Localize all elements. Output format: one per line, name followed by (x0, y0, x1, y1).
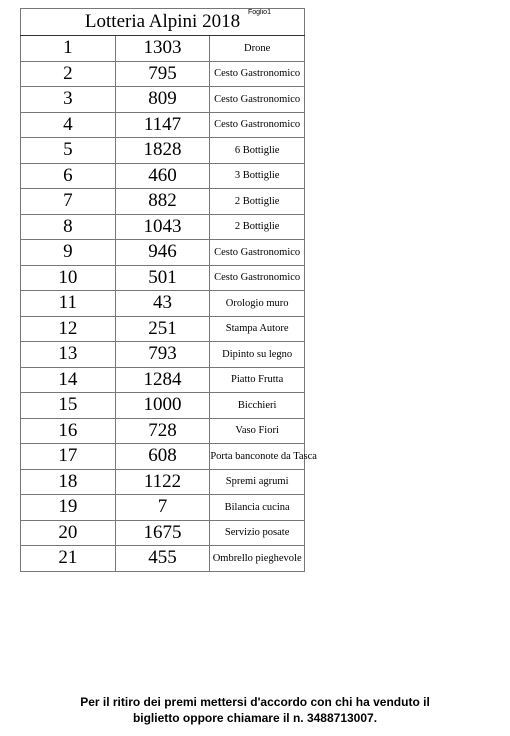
table-row (21, 546, 305, 572)
sheet-label: Foglio1 (248, 9, 271, 16)
prize-name: Servizio posate (210, 520, 305, 546)
ticket-number: 1122 (115, 469, 210, 495)
row-number: 15 (21, 393, 116, 419)
ticket-number: 795 (115, 61, 210, 87)
row-number: 3 (21, 87, 116, 113)
footer-line-1: Per il ritiro dei premi mettersi d'accordo con chi ha venduto il (80, 695, 430, 709)
row-number: 21 (21, 546, 116, 572)
ticket-number: 43 (115, 291, 210, 317)
ticket-number: 455 (115, 546, 210, 572)
ticket-number: 1147 (115, 112, 210, 138)
table-row (21, 112, 305, 138)
prize-name: Ombrello pieghevole (210, 546, 305, 572)
ticket-number: 946 (115, 240, 210, 266)
table-row (21, 495, 305, 521)
prize-table (20, 8, 317, 572)
ticket-number: 251 (115, 316, 210, 342)
row-number: 17 (21, 444, 116, 470)
prize-name: Porta banconote da Tasca (210, 444, 305, 470)
table-row (21, 367, 305, 393)
prize-name: 6 Bottiglie (210, 138, 305, 164)
ticket-number: 1303 (115, 36, 210, 62)
prize-name: Bicchieri (210, 393, 305, 419)
ticket-number: 793 (115, 342, 210, 368)
ticket-number: 809 (115, 87, 210, 113)
prize-name: Cesto Gastronomico (210, 265, 305, 291)
row-number: 8 (21, 214, 116, 240)
row-number: 20 (21, 520, 116, 546)
table-row (21, 163, 305, 189)
row-number: 18 (21, 469, 116, 495)
table-row (21, 87, 305, 113)
prize-name: 2 Bottiglie (210, 189, 305, 215)
row-number: 1 (21, 36, 116, 62)
prize-name: 3 Bottiglie (210, 163, 305, 189)
footer-note (0, 694, 510, 726)
prize-name: Vaso Fiori (210, 418, 305, 444)
row-number: 6 (21, 163, 116, 189)
ticket-number: 608 (115, 444, 210, 470)
table-row (21, 418, 305, 444)
prize-name: Cesto Gastronomico (210, 112, 305, 138)
row-number: 14 (21, 367, 116, 393)
ticket-number: 882 (115, 189, 210, 215)
row-number: 11 (21, 291, 116, 317)
table-row (21, 444, 305, 470)
table-row (21, 393, 305, 419)
prize-name: Cesto Gastronomico (210, 240, 305, 266)
prize-name: Bilancia cucina (210, 495, 305, 521)
row-number: 12 (21, 316, 116, 342)
ticket-number: 1000 (115, 393, 210, 419)
table-row (21, 240, 305, 266)
row-number: 13 (21, 342, 116, 368)
prize-name: Dipinto su legno (210, 342, 305, 368)
table-row (21, 469, 305, 495)
prize-name: Spremi agrumi (210, 469, 305, 495)
prize-name: Orologio muro (210, 291, 305, 317)
row-number: 5 (21, 138, 116, 164)
prize-name: Cesto Gastronomico (210, 61, 305, 87)
ticket-number: 1675 (115, 520, 210, 546)
ticket-number: 1284 (115, 367, 210, 393)
prize-name: Piatto Frutta (210, 367, 305, 393)
table-row (21, 520, 305, 546)
ticket-number: 501 (115, 265, 210, 291)
ticket-number: 7 (115, 495, 210, 521)
table-row (21, 342, 305, 368)
prize-name: Stampa Autore (210, 316, 305, 342)
ticket-number: 1043 (115, 214, 210, 240)
title-row (21, 9, 305, 36)
row-number: 19 (21, 495, 116, 521)
prize-name: 2 Bottiglie (210, 214, 305, 240)
ticket-number: 1828 (115, 138, 210, 164)
table-title: Lotteria Alpini 2018 (21, 9, 305, 36)
row-number: 16 (21, 418, 116, 444)
row-number: 7 (21, 189, 116, 215)
table-row (21, 265, 305, 291)
row-number: 2 (21, 61, 116, 87)
row-number: 4 (21, 112, 116, 138)
table-row (21, 291, 305, 317)
row-number: 10 (21, 265, 116, 291)
table-row (21, 214, 305, 240)
footer-line-2: biglietto oppore chiamare il n. 3488713007. (132, 711, 378, 725)
ticket-number: 728 (115, 418, 210, 444)
table-row (21, 61, 305, 87)
table-row (21, 316, 305, 342)
row-number: 9 (21, 240, 116, 266)
table-row (21, 36, 305, 62)
prize-name: Drone (210, 36, 305, 62)
ticket-number: 460 (115, 163, 210, 189)
table-row (21, 189, 305, 215)
table-row (21, 138, 305, 164)
prize-name: Cesto Gastronomico (210, 87, 305, 113)
